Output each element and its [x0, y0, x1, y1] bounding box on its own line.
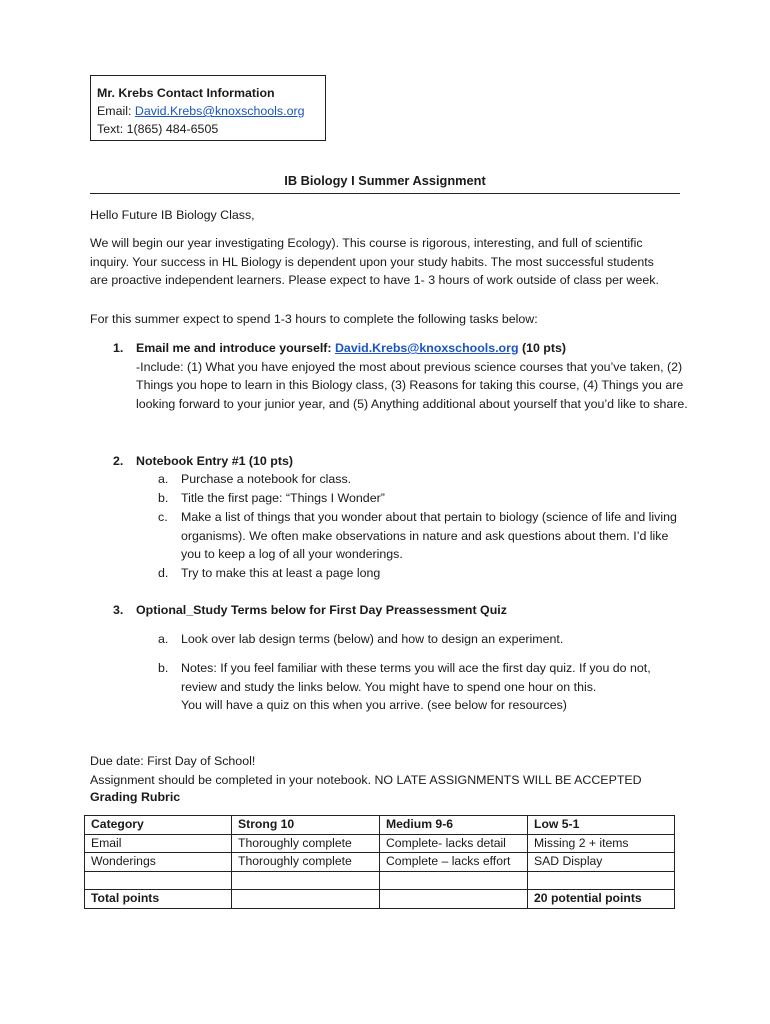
task-1-number: 1.: [113, 341, 124, 355]
task-2-item-b: [158, 489, 688, 508]
table-cell: Complete – lacks effort: [380, 853, 528, 872]
table-header-cell: Medium 9-6: [380, 816, 528, 835]
table-cell: Thoroughly complete: [232, 834, 380, 853]
table-row: [85, 853, 675, 872]
list-letter: b.: [158, 491, 169, 505]
table-cell: Missing 2 + items: [528, 834, 675, 853]
task-3-lead: Optional_Study Terms below for First Day Preassessment Quiz: [136, 603, 507, 617]
list-item-text: Title the first page: “Things I Wonder”: [181, 491, 385, 505]
contact-info-box: [90, 75, 326, 141]
rubric-heading: Grading Rubric: [90, 790, 181, 804]
list-item-text: Notes: If you feel familiar with these terms you will ace the first day quiz. If you do not, review and study the links below. You might have to spend one hour on this.: [181, 661, 651, 694]
grading-rubric-table: [84, 815, 675, 909]
list-letter: a.: [158, 472, 169, 486]
list-item-text-continued: You will have a quiz on this when you arrive. (see below for resources): [181, 698, 567, 712]
table-row: [85, 871, 675, 890]
task-2-number: 2.: [113, 454, 124, 468]
table-row: [85, 834, 675, 853]
task-1-lead: Email me and introduce yourself:: [136, 341, 335, 355]
table-header-cell: Category: [85, 816, 232, 835]
table-cell: Total points: [85, 890, 232, 909]
task-2-item-c: [158, 508, 688, 564]
list-item-text: Try to make this at least a page long: [181, 566, 381, 580]
table-cell: Wonderings: [85, 853, 232, 872]
list-letter: b.: [158, 661, 169, 675]
task-2: [113, 452, 693, 471]
table-cell: [85, 871, 232, 890]
list-letter: d.: [158, 566, 169, 580]
table-header-cell: Strong 10: [232, 816, 380, 835]
list-letter: c.: [158, 510, 168, 524]
email-label: Email:: [97, 104, 135, 118]
page-title: IB Biology I Summer Assignment: [284, 173, 486, 188]
contact-text-line: Text: 1(865) 484-6505: [97, 122, 219, 136]
table-cell: Complete- lacks detail: [380, 834, 528, 853]
table-cell: Thoroughly complete: [232, 853, 380, 872]
table-cell: [528, 871, 675, 890]
list-item-text: Purchase a notebook for class.: [181, 472, 352, 486]
list-item-text: Look over lab design terms (below) and how to design an experiment.: [181, 632, 564, 646]
task-1-email-link[interactable]: David.Krebs@knoxschools.org: [334, 341, 519, 355]
task-2-item-d: [158, 564, 688, 583]
table-header-row: [85, 816, 675, 835]
task-3: [113, 601, 693, 620]
contact-heading: Mr. Krebs Contact Information: [97, 86, 275, 100]
table-cell: SAD Display: [528, 853, 675, 872]
task-1-points: (10 pts): [518, 341, 567, 355]
task-3-number: 3.: [113, 603, 124, 617]
table-total-row: [85, 890, 675, 909]
list-letter: a.: [158, 632, 169, 646]
task-3-item-b: [158, 659, 673, 715]
table-header-cell: Low 5-1: [528, 816, 675, 835]
table-cell: Email: [85, 834, 232, 853]
title-underline: [90, 193, 680, 194]
notebook-note: Assignment should be completed in your notebook. NO LATE ASSIGNMENTS WILL BE ACCEPTED: [90, 773, 642, 787]
contact-email-line: [97, 102, 319, 120]
intro-paragraph: We will begin our year investigating Ecology). This course is rigorous, interesting, and full of scientific inquiry. Your success in HL Biology is dependent upon your study habits. The most successful students are proactive independent learners. Please expect to have 1- 3 hours of work outside of class per week.: [90, 236, 659, 287]
task-2-lead: Notebook Entry #1 (10 pts): [136, 454, 293, 468]
task-3-item-a: [158, 630, 688, 649]
table-cell: [380, 871, 528, 890]
table-cell: [380, 890, 528, 909]
task-1: [113, 339, 693, 413]
tasks-intro: For this summer expect to spend 1-3 hours to complete the following tasks below:: [90, 312, 538, 326]
table-cell: [232, 890, 380, 909]
table-cell: 20 potential points: [528, 890, 675, 909]
contact-email-link[interactable]: David.Krebs@knoxschools.org: [134, 104, 305, 118]
list-item-text: Make a list of things that you wonder about that pertain to biology (science of life and living organisms). We often make observations in nature and ask questions about them. I’d like you to keep a log of all your wonderings.: [181, 510, 677, 561]
task-1-text: -Include: (1) What you have enjoyed the most about previous science courses that you’ve taken, (2) Things you hope to learn in this Biology class, (3) Reasons for taking this course, (4) Things you are looking forward to your junior year, and (5) Anything additional about yourself that you’d like to share.: [136, 359, 688, 411]
table-cell: [232, 871, 380, 890]
task-2-item-a: [158, 470, 688, 489]
due-date: Due date: First Day of School!: [90, 754, 256, 768]
greeting: Hello Future IB Biology Class,: [90, 208, 255, 222]
